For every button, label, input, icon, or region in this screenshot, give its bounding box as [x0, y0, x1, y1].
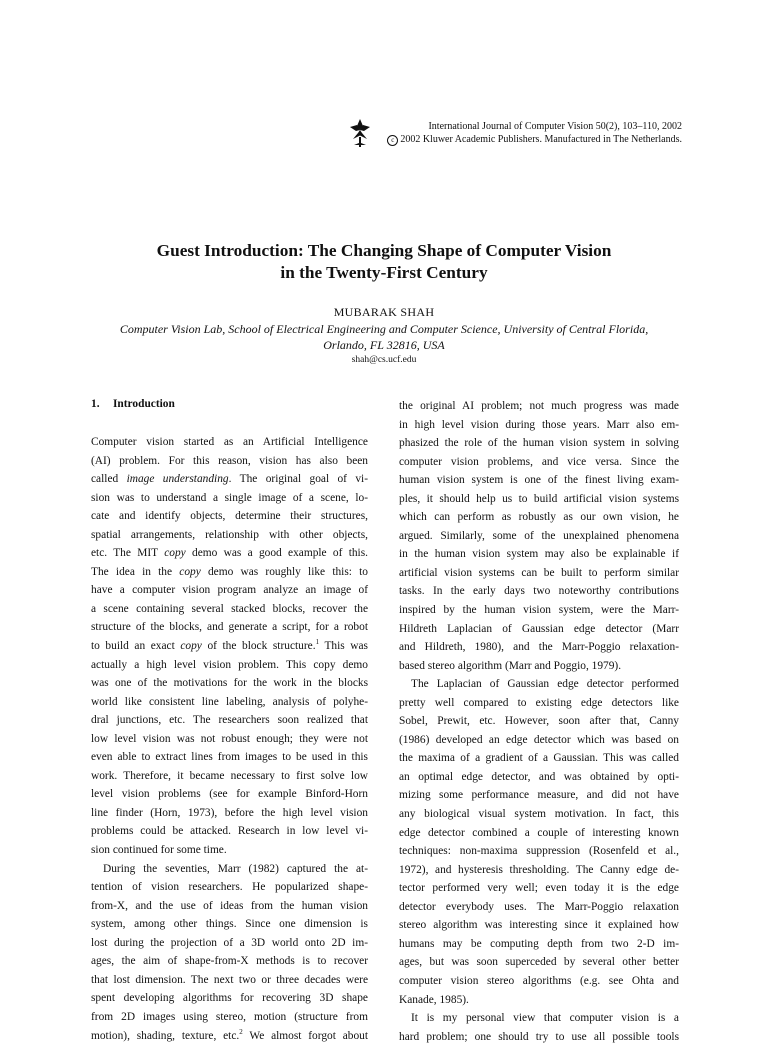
text-line: the maxima of a gradient of a Gaussian. This was called — [399, 752, 679, 765]
text-line: was one of the motivations for the work in the blocks — [91, 677, 368, 690]
text-line: It is my personal view that computer vision is a — [411, 1012, 679, 1025]
text-line: world like consistent line labeling, analysis of polyhe- — [91, 695, 368, 708]
kluwer-flower-logo-icon — [348, 117, 372, 149]
text-line: The idea in the copy demo was roughly like this: to — [91, 565, 368, 578]
text-line: (AI) problem. For this reason, vision has also been — [91, 454, 368, 467]
text-line: level vision problems (see for example Binford-Horn — [91, 788, 368, 801]
left-column-body — [91, 433, 368, 1045]
text-line: lost during the projection of a 3D world onto 2D im- — [91, 936, 368, 949]
text-line: pretty well compared to existing edge detectors like — [399, 696, 679, 709]
text-line: in high level vision during those years. Marr also em- — [399, 418, 679, 431]
text-line: ages, the aim of shape-from-X methods is to recover — [91, 955, 368, 968]
text-line: spatial arrangements, relationship with other objects, — [91, 528, 368, 541]
text-line: mizing some performance measure, and did not have — [399, 789, 679, 802]
text-line: Hildreth Laplacian of Gaussian edge detector (Marr — [399, 622, 679, 635]
text-line: edge detector combined a couple of interesting known — [399, 826, 679, 839]
journal-citation — [382, 120, 682, 146]
text-line: artificial vision systems can be built to perform similar — [399, 566, 679, 579]
paper-title — [80, 240, 688, 284]
left-column — [91, 397, 368, 1045]
text-line: even able to extract lines from images to be used in this — [91, 751, 368, 764]
publisher-line: 2002 Kluwer Academic Publishers. Manufactured in The Netherlands. — [400, 134, 682, 145]
text-line: system, among other things. Since one dimension is — [91, 918, 368, 931]
paper-title-line-1: Guest Introduction: The Changing Shape of Computer Vision — [156, 241, 612, 260]
text-line: techniques: non-maxima suppression (Rosenfeld et al., — [399, 845, 679, 858]
journal-header — [348, 117, 682, 153]
text-line: 1972), and hysteresis thresholding. The Canny edge de- — [399, 863, 679, 876]
text-line: low level vision was not robust enough; they were not — [91, 732, 368, 745]
text-line: computer vision stereo algorithms (e.g. see Ohta and — [399, 974, 679, 987]
text-line: tasks. In the early days two noteworthy contributions — [399, 585, 679, 598]
text-line: Sobel, Prewit, etc. However, soon after that, Canny — [399, 715, 679, 728]
text-line: argued. Similarly, some of the unexplained phenomena — [399, 529, 679, 542]
right-column — [399, 397, 679, 1046]
affiliation-line-1: Computer Vision Lab, School of Electrical Engineering and Computer Science, University of Central Florida, — [119, 322, 649, 336]
text-line: an optimal edge detector, and was obtained by opti- — [399, 770, 679, 783]
journal-line: International Journal of Computer Vision 50(2), 103–110, 2002 — [428, 121, 682, 132]
text-line: line finder (Horn, 1973), before the high level vision — [91, 806, 368, 819]
text-line: motion), shading, texture, etc.$^2$ We almost forgot about — [91, 1027, 369, 1042]
text-line: stereo algorithm was interesting since it explained how — [399, 919, 679, 932]
text-line: in the human vision system may also be explainable if — [399, 548, 679, 561]
affiliation-line-2: Orlando, FL 32816, USA — [323, 338, 445, 352]
right-column-body — [399, 397, 679, 1046]
text-line: work. Therefore, it became necessary to first solve low — [91, 769, 368, 782]
text-line: and Hildreth, 1980), and the Marr-Poggio relaxation- — [399, 641, 679, 654]
text-line: actually a high level vision problem. This copy demo — [91, 658, 368, 671]
text-line: human vision system is one of the finest living exam- — [399, 474, 679, 487]
text-line: sion continued for some time. — [91, 844, 227, 857]
text-line: tention of vision researchers. He popularized shape- — [91, 881, 368, 894]
text-line: computer vision problems, and vice versa. Since the — [399, 455, 679, 468]
text-line: ples, it should help us to build artificial vision systems — [399, 492, 679, 505]
text-line: ages, but was soon superceded by several other better — [399, 956, 679, 969]
text-line: called image understanding. The original goal of vi- — [91, 473, 369, 486]
text-line: The Laplacian of Gaussian edge detector performed — [411, 678, 679, 691]
text-line: humans may be computing depth from two 2-D im- — [399, 937, 679, 950]
text-line: dral junctions, etc. The researchers soon realized that — [91, 714, 368, 727]
text-line: structure of the blocks, and generate a script, for a robot — [91, 621, 368, 634]
section-title: Introduction — [113, 398, 175, 410]
text-line: phasized the role of the human vision system in solving — [399, 437, 679, 450]
section-number: 1. — [91, 398, 100, 410]
text-line: During the seventies, Marr (1982) captured the at- — [103, 862, 368, 875]
text-line: to build an exact copy of the block structure.$^1$ This was — [91, 638, 368, 653]
text-line: cate and identify objects, determine their structures, — [91, 510, 368, 523]
text-line: Kanade, 1985). — [399, 993, 469, 1006]
text-line: from-X, and the use of ideas from the human vision — [91, 899, 368, 912]
text-line: detector everybody uses. The Marr-Poggio relaxation — [399, 900, 679, 913]
author-affiliation — [80, 321, 688, 353]
copyright-symbol: c — [387, 135, 398, 146]
text-line: tector performed very well; even today it is the edge — [399, 882, 679, 895]
text-line: problems could be attacked. Research in low level vi- — [91, 825, 368, 838]
author-email: shah@cs.ucf.edu — [351, 355, 417, 365]
text-line: a scene containing several stacked blocks, recover the — [91, 602, 368, 615]
text-line: that lost dimension. The next two or three decades were — [91, 973, 368, 986]
text-line: sion was to understand a single image of a scene, lo- — [91, 491, 368, 504]
copyright-line — [382, 133, 682, 146]
paper-title-line-2: in the Twenty-First Century — [280, 263, 488, 282]
text-line: (1986) developed an edge detector which was based on — [399, 733, 679, 746]
author-name: MUBARAK SHAH — [333, 305, 435, 319]
text-line: from 2D images using stereo, motion (structure from — [91, 1010, 368, 1023]
text-line: the original AI problem; not much progress was made — [399, 400, 679, 412]
text-line: Computer vision started as an Artificial Intelligence — [91, 436, 368, 448]
text-line: which can perform as robustly as our own vision, he — [399, 511, 679, 524]
section-heading — [91, 397, 368, 411]
text-line: based stereo algorithm (Marr and Poggio, 1979). — [399, 659, 622, 672]
text-line: spent developing algorithms for recovering 3D shape — [91, 992, 368, 1005]
text-line: have a computer vision program analyze an image of — [91, 584, 368, 597]
text-line: hard problem; one should try to use all possible tools — [399, 1030, 679, 1043]
text-line: inspired by the human vision system, were the Marr- — [399, 604, 679, 617]
text-line: etc. The MIT copy demo was a good example of this. — [91, 547, 368, 560]
text-line: any biological visual system motivation. In fact, this — [399, 808, 679, 821]
